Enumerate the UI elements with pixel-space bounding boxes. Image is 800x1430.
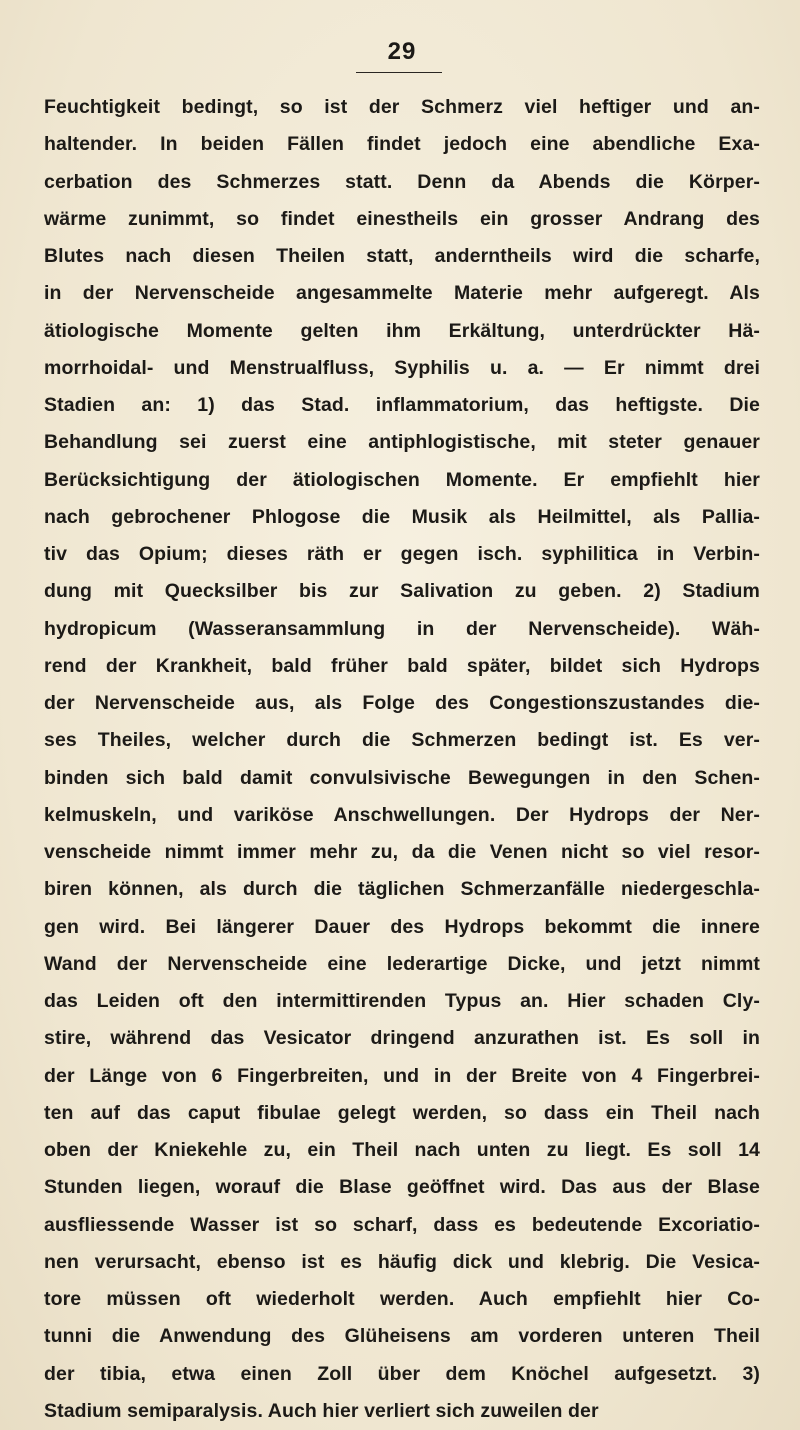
text-line: biren können, als durch die täglichen Schmerzanfälle niedergeschla-: [44, 878, 760, 901]
text-line: oben der Kniekehle zu, ein Theil nach unten zu liegt. Es soll 14: [44, 1139, 760, 1161]
text-line: hydropicum (Wasseransammlung in der Nervenscheide). Wäh-: [44, 617, 760, 640]
text-line: haltender. In beiden Fällen findet jedoch eine abendliche Exa-: [44, 133, 760, 156]
text-line: der Nervenscheide aus, als Folge des Congestionszustandes die-: [44, 692, 760, 714]
text-line: nen verursacht, ebenso ist es häufig dick und klebrig. Die Vesica-: [44, 1250, 760, 1273]
text-line: der tibia, etwa einen Zoll über dem Knöchel aufgesetzt. 3): [44, 1362, 760, 1385]
body-text: [44, 89, 760, 1430]
text-line: Feuchtigkeit bedingt, so ist der Schmerz viel heftiger und an-: [44, 96, 760, 118]
text-line: nach gebrochener Phlogose die Musik als Heilmittel, als Pallia-: [44, 505, 760, 528]
text-line: ten auf das caput fibulae gelegt werden, so dass ein Theil nach: [44, 1101, 760, 1124]
text-line: Stadien an: 1) das Stad. inflammatorium, das heftigste. Die: [44, 394, 760, 416]
text-line: cerbation des Schmerzes statt. Denn da Abends die Körper-: [44, 170, 760, 193]
text-line: tiv das Opium; dieses räth er gegen isch. syphilitica in Verbin-: [44, 543, 760, 565]
page-number: 29: [387, 38, 417, 65]
text-line: kelmuskeln, und varikӧse Anschwellungen. Der Hydrops der Ner-: [44, 803, 760, 826]
text-line: in der Nervenscheide angesammelte Materie mehr aufgeregt. Als: [44, 282, 760, 305]
text-line: das Leiden oft den intermittirenden Typus an. Hier schaden Cly-: [44, 990, 760, 1012]
header-rule: [356, 72, 442, 73]
text-line: ses Theiles, welcher durch die Schmerzen bedingt ist. Es ver-: [44, 729, 760, 752]
text-line: binden sich bald damit convulsivische Bewegungen in den Schen-: [44, 766, 760, 789]
text-line: dung mit Quecksilber bis zur Salivation zu geben. 2) Stadium: [44, 580, 760, 603]
text-line: morrhoidal- und Menstrualfluss, Syphilis u. a. — Er nimmt drei: [44, 356, 760, 379]
text-line: ätiologische Momente gelten ihm Erkältung, unterdrückter Hä-: [44, 319, 760, 342]
text-line: tunni die Anwendung des Glüheisens am vorderen unteren Theil: [44, 1325, 760, 1348]
text-line: tore müssen oft wiederholt werden. Auch empfiehlt hier Co-: [44, 1288, 760, 1310]
text-line: Stadium semiparalysis. Auch hier verliert sich zuweilen der: [44, 1399, 599, 1422]
text-line: Wand der Nervenscheide eine lederartige Dicke, und jetzt nimmt: [44, 952, 760, 975]
text-line: wärme zunimmt, so findet einestheils ein grosser Andrang des: [44, 207, 760, 230]
text-line: Berücksichtigung der ätiologischen Momente. Er empfiehlt hier: [44, 468, 760, 491]
text-line: Stunden liegen, worauf die Blase geöffnet wird. Das aus der Blase: [44, 1176, 760, 1199]
text-line: ausfliessende Wasser ist so scharf, dass es bedeutende Excoriatio-: [44, 1213, 760, 1236]
text-line: gen wird. Bei längerer Dauer des Hydrops bekommt die innere: [44, 915, 760, 938]
text-line: rend der Krankheit, bald früher bald später, bildet sich Hydrops: [44, 654, 760, 677]
text-line: stire, während das Vesicator dringend anzurathen ist. Es soll in: [44, 1027, 760, 1050]
text-line: venscheide nimmt immer mehr zu, da die Venen nicht so viel resor-: [44, 841, 760, 863]
text-line: Blutes nach diesen Theilen statt, anderntheils wird die scharfe,: [44, 245, 760, 267]
text-line: der Länge von 6 Fingerbreiten, und in der Breite von 4 Fingerbrei-: [44, 1064, 760, 1087]
text-line: Behandlung sei zuerst eine antiphlogistische, mit steter genauer: [44, 431, 760, 454]
